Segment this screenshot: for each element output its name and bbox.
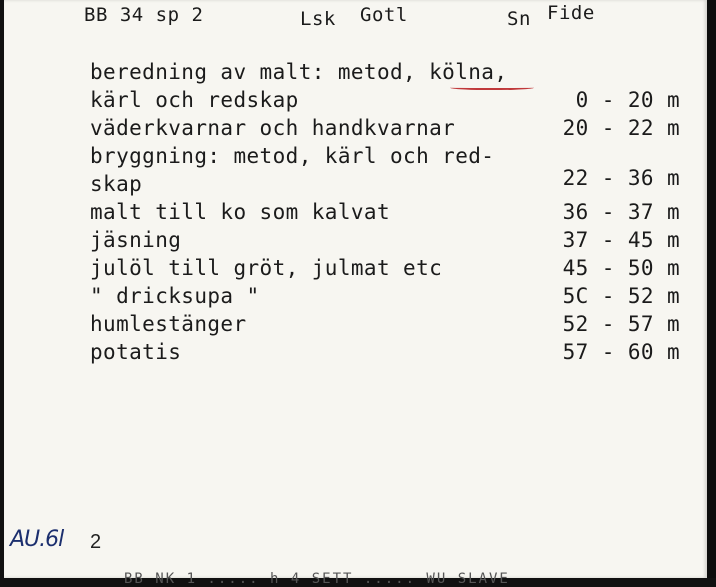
entry-subject: humlestänger [90,312,247,336]
entry-subject: kärl och redskap [90,88,299,112]
landskap-value: Gotl [360,4,408,26]
bottom-bleed-text: BB NK 1 ..... h 4 SETT ..... WU SLAVE [124,571,510,587]
entry-range: 36 - 37 m [562,200,680,224]
entry-row [90,116,690,144]
entry-subject: skap [90,172,143,196]
socken-value: Fide [547,2,595,24]
archive-number: 2 [90,531,102,553]
entry-row [90,340,690,368]
entry-range: 37 - 45 m [562,228,680,252]
entry-range: 57 - 60 m [562,340,680,364]
entry-row [90,284,690,312]
card-code: BB 34 sp 2 [84,4,204,26]
entry-subject: bryggning: metod, kärl och red- [90,144,495,168]
entry-row [90,60,690,88]
entry-row [90,166,690,200]
socken-label: Sn [507,8,531,30]
scan-edge [707,0,716,578]
entry-range: 0 - 20 m [562,88,680,112]
entry-subject: jäsning [90,228,182,252]
entry-subject: julöl till gröt, julmat etc [90,256,443,280]
entry-subject: " dricksupa " [90,284,260,308]
entry-row [90,88,690,116]
entry-range: 45 - 50 m [562,256,680,280]
entry-range: 52 - 57 m [562,312,680,336]
entry-range: 5C - 52 m [562,284,680,308]
index-card [4,0,707,587]
entry-row [90,200,690,228]
entry-range: 22 - 36 m [562,166,680,190]
entry-subject: malt till ko som kalvat [90,200,390,224]
entry-range: 20 - 22 m [562,116,680,140]
entry-row [90,228,690,256]
entry-subject: väderkvarnar och handkvarnar [90,116,456,140]
entry-subject: beredning av malt: metod, kölna, [90,60,508,84]
archive-handwritten-mark: AU.6l [10,527,64,552]
entry-row [90,256,690,284]
entry-subject: potatis [90,340,182,364]
entry-row [90,312,690,340]
landskap-label: Lsk [300,8,336,30]
